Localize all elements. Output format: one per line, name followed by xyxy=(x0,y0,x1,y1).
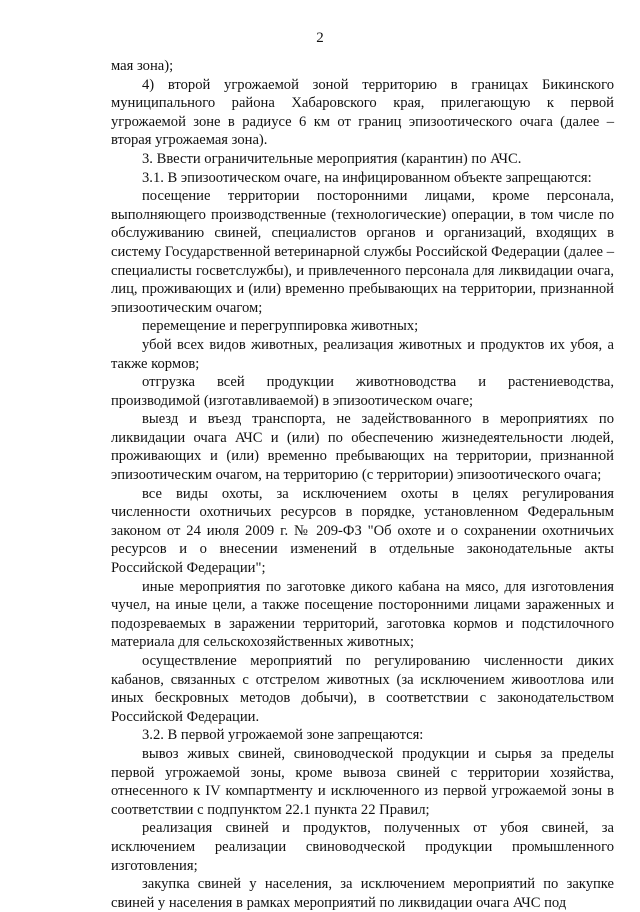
paragraph-section-3: 3. Ввести ограничительные мероприятия (карантин) по АЧС. xyxy=(142,150,522,167)
paragraph-section-3-1: 3.1. В эпизоотическом очаге, на инфицированном объекте запрещаются: xyxy=(142,169,592,186)
paragraph-export-pigs: вывоз живых свиней, свиноводческой продукции и сырья за пределы первой угрожаемой зоны, кроме вывоза свиней с территории хозяйства, отнесенного к IV компартменту и исключенного из первой угрожаемой зоны в соответствии с подпунктом 22.1 пункта 22 Правил; xyxy=(111,745,614,818)
paragraph-sale-pigs: реализация свиней и продуктов, полученных от убоя свиней, за исключением реализации свиноводческой продукции промышленного изготовления; xyxy=(111,820,614,874)
paragraph-visit-restriction: посещение территории посторонними лицами, кроме персонала, выполняющего производственные (технологические) операции, в том числе по обслуживанию свиней, специалистов органов и организаций, входящих в систему Государственной ветеринарной службы Российской Федерации (далее – специалисты госветслужбы), и привлеченного персонала для ликвидации очага, лиц, проживающих и (или) временно пребывающих на территории, признанной эпизоотическим очагом; xyxy=(111,188,614,316)
paragraph-transport: выезд и въезд транспорта, не задействованного в мероприятиях по ликвидации очага АЧС и (или) по обеспечению жизнедеятельности людей, проживающих и (или) временно пребывающих на территории, признанной эпизоотическим очагом, на территорию (с территории) эпизоотического очага; xyxy=(111,411,614,484)
paragraph-shipment: отгрузка всей продукции животноводства и растениеводства, производимой (изготавливаемой) в эпизоотическом очаге; xyxy=(111,374,614,409)
paragraph-slaughter: убой всех видов животных, реализация животных и продуктов их убоя, а также кормов; xyxy=(111,336,614,372)
paragraph-purchase-pigs: закупка свиней у населения, за исключением мероприятий по закупке свиней у населения в рамках мероприятий по ликвидации очага АЧС под xyxy=(111,876,614,911)
document-body xyxy=(111,57,614,912)
paragraph-wild-boar: иные мероприятия по заготовке дикого кабана на мясо, для изготовления чучел, на иные цели, а также посещение посторонними лицами зараженных и подозреваемых в заражении территорий, заготовка кормов и подстилочного материала для сельскохозяйственных животных; xyxy=(111,578,614,651)
paragraph-hunting: все виды охоты, за исключением охоты в целях регулирования численности охотничьих ресурсов в порядке, установленном Федеральным законом от 24 июля 2009 г. № 209-ФЗ "Об охоте и о сохранении охотничьих ресурсов и о внесении изменений в отдельные законодательные акты Российской Федерации"; xyxy=(111,485,614,577)
paragraph-continuation: мая зона); xyxy=(111,58,174,74)
paragraph-second-threat-zone: 4) второй угрожаемой зоной территорию в границах Бикинского муниципального района Хабаровского края, прилегающую к первой угрожаемой зоне в радиусе 6 км от границ эпизоотического очага (далее – вторая угрожаемая зона). xyxy=(111,76,614,149)
page-number: 2 xyxy=(316,30,324,46)
paragraph-section-3-2: 3.2. В первой угрожаемой зоне запрещаются: xyxy=(142,727,424,744)
paragraph-animal-movement: перемещение и перегруппировка животных; xyxy=(142,318,419,335)
paragraph-population-control: осуществление мероприятий по регулированию численности диких кабанов, связанных с отстрелом животных (за исключением живоотлова или иных бескровных методов добычи), в соответствии с законодательством Российской Федерации. xyxy=(111,653,614,725)
